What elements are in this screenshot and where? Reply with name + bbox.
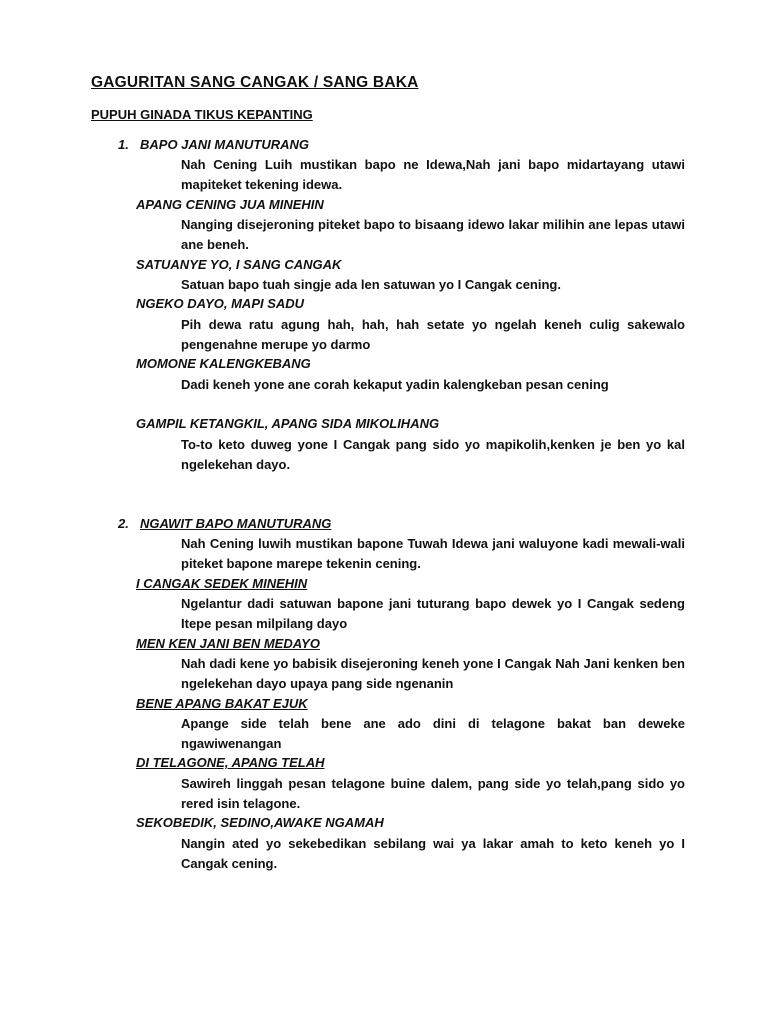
- line-heading: GAMPIL KETANGKIL, APANG SIDA MIKOLIHANG: [136, 416, 440, 431]
- line-gloss: Nangin ated yo sekebedikan sebilang wai ya lakar amah to keto keneh yo I Cangak cening.: [181, 836, 685, 871]
- line-gloss: Nah dadi kene yo babisik disejeroning keneh yone I Cangak Nah Jani kenken ben ngelekehan dayo upaya pang side ngenanin: [181, 656, 685, 691]
- line-heading: DI TELAGONE, APANG TELAH: [136, 755, 325, 770]
- verse-heading-text: NGAWIT BAPO MANUTURANG: [140, 516, 332, 531]
- line-heading: MOMONE KALENGKEBANG: [136, 356, 311, 371]
- line-gloss: Dadi keneh yone ane corah kekaput yadin kalengkeban pesan cening: [181, 377, 609, 392]
- verse-number: 2.: [118, 516, 129, 531]
- line-gloss: Ngelantur dadi satuwan bapone jani tuturang bapo dewek yo I Cangak sedeng Itepe pesan milpilang dayo: [181, 596, 685, 631]
- line-heading: SEKOBEDIK, SEDINO,AWAKE NGAMAH: [136, 815, 384, 830]
- line-gloss: To-to keto duweg yone I Cangak pang sido yo mapikolih,kenken je ben yo kal ngelekehan dayo.: [181, 437, 685, 472]
- line-heading: NGEKO DAYO, MAPI SADU: [136, 296, 305, 311]
- line-gloss: Pih dewa ratu agung hah, hah, hah setate yo ngelah keneh culig sakewalo pengenahne merupe yo darmo: [181, 317, 685, 352]
- verse-heading-text: BAPO JANI MANUTURANG: [140, 137, 309, 152]
- line-gloss: Sawireh linggah pesan telagone buine dalem, pang side yo telah,pang sido yo rered isin telagone.: [181, 776, 685, 811]
- line-heading: SATUANYE YO, I SANG CANGAK: [136, 257, 342, 272]
- verse-gloss: Nah Cening luwih mustikan bapone Tuwah Idewa jani waluyone kadi mewali-wali piteket bapone marepe tekenin cening.: [181, 536, 685, 571]
- line-heading: APANG CENING JUA MINEHIN: [136, 197, 324, 212]
- verse-heading: [118, 516, 331, 531]
- line-gloss: Apange side telah bene ane ado dini di telagone bakat ban deweke ngawiwenangan: [181, 716, 685, 751]
- document-subtitle: PUPUH GINADA TIKUS KEPANTING: [91, 107, 313, 122]
- verse-heading: [118, 137, 309, 152]
- line-gloss: Nanging disejeroning piteket bapo to bisaang idewo lakar milihin ane lepas utawi ane beneh.: [181, 217, 685, 252]
- verse-number: 1.: [118, 137, 129, 152]
- line-gloss: Satuan bapo tuah singje ada len satuwan yo I Cangak cening.: [181, 277, 561, 292]
- line-heading: BENE APANG BAKAT EJUK: [136, 696, 308, 711]
- verse-gloss: Nah Cening Luih mustikan bapo ne Idewa,Nah jani bapo midartayang utawi mapiteket tekening idewa.: [181, 157, 685, 192]
- line-heading: MEN KEN JANI BEN MEDAYO: [136, 636, 320, 651]
- line-heading: I CANGAK SEDEK MINEHIN: [136, 576, 308, 591]
- document-title: GAGURITAN SANG CANGAK / SANG BAKA: [91, 74, 419, 91]
